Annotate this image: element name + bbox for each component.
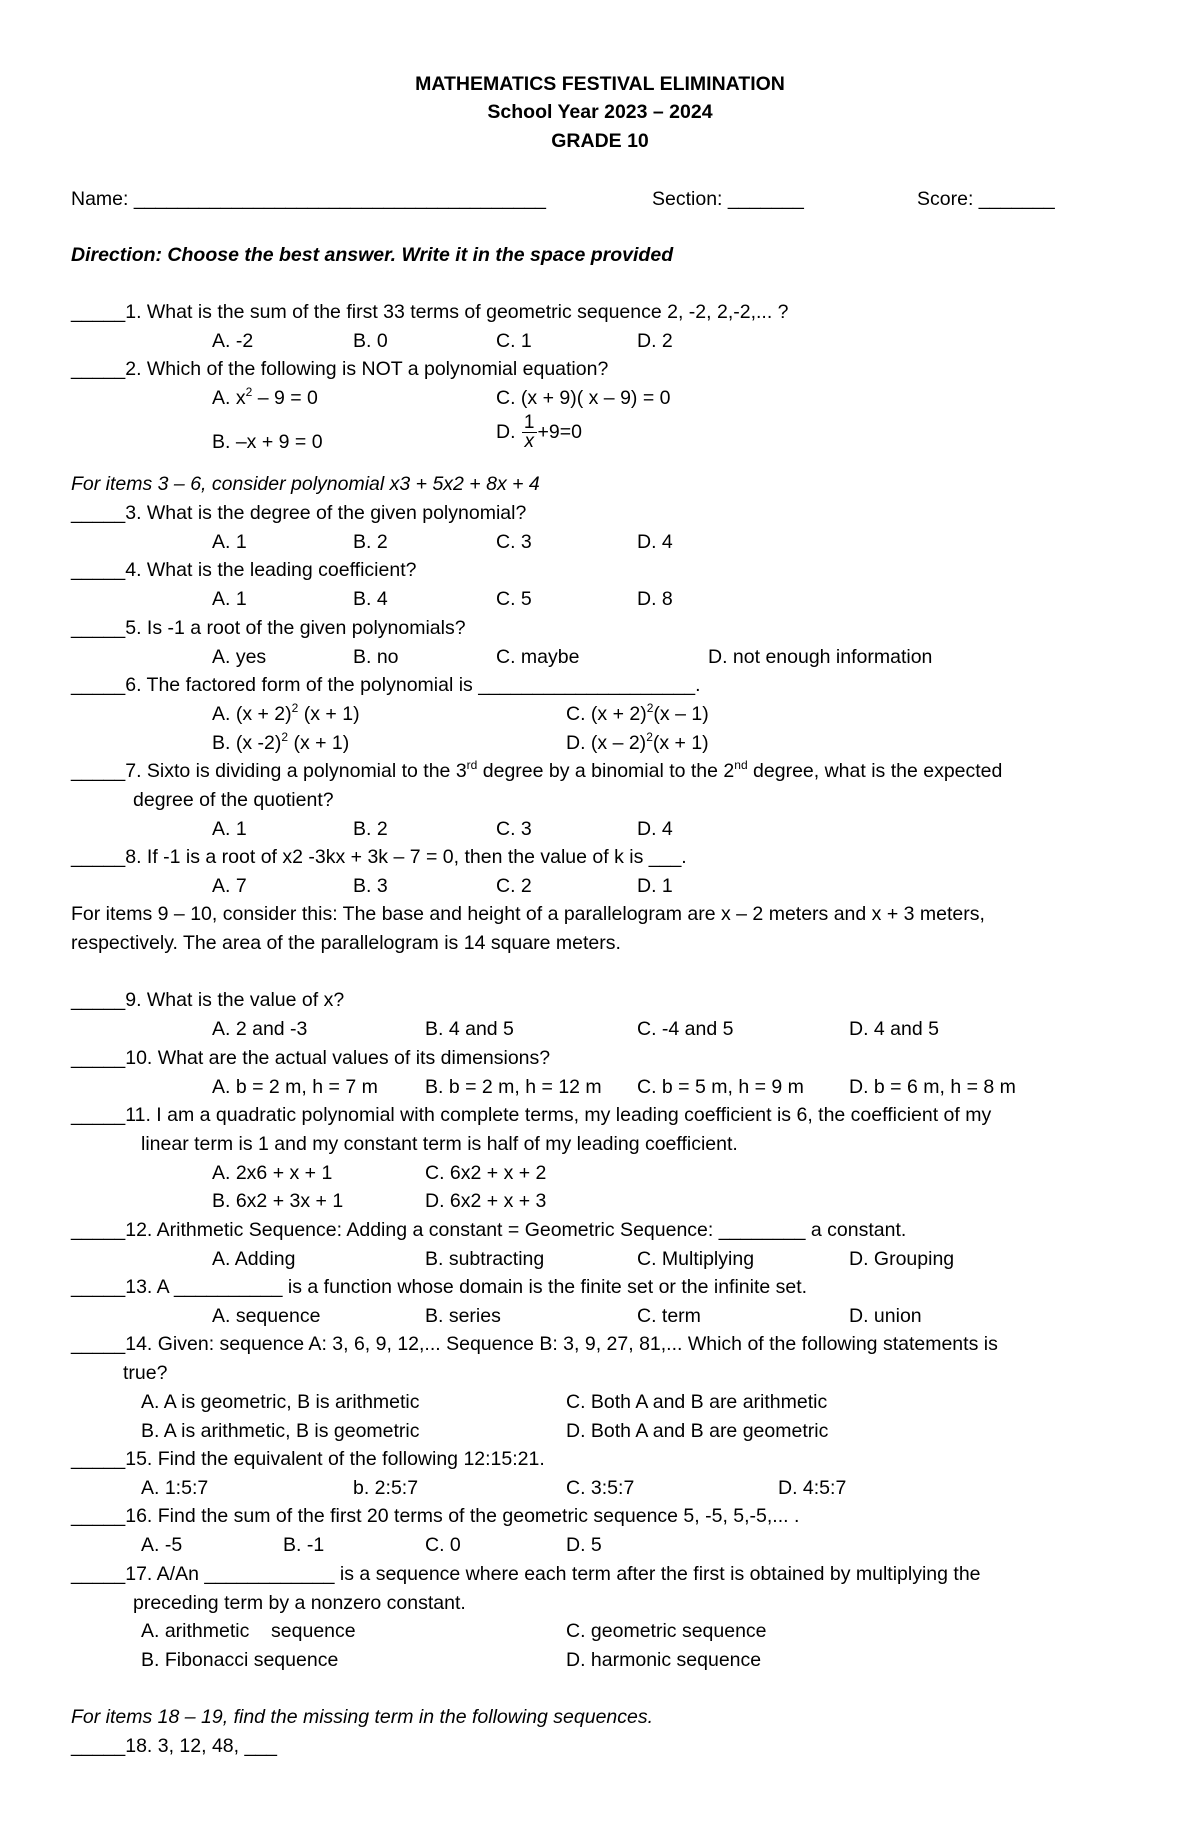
q7-option-a: A. 1 bbox=[212, 818, 247, 840]
q10-option-d: D. b = 6 m, h = 8 m bbox=[849, 1076, 1016, 1098]
q17-option-b: B. Fibonacci sequence bbox=[141, 1649, 339, 1671]
q11-option-c: C. 6x2 + x + 2 bbox=[425, 1162, 547, 1184]
q9-option-a: A. 2 and -3 bbox=[212, 1018, 308, 1040]
q12-option-a: A. Adding bbox=[212, 1248, 296, 1270]
note-items-3-6: For items 3 – 6, consider polynomial x3 + 5x2 + 8x + 4 bbox=[71, 473, 540, 495]
q15-option-d: D. 4:5:7 bbox=[778, 1477, 847, 1499]
q4-option-b: B. 4 bbox=[353, 588, 388, 610]
question-5: _____5. Is -1 a root of the given polynomials? bbox=[71, 617, 466, 639]
q13-option-c: C. term bbox=[637, 1305, 701, 1327]
question-15: _____15. Find the equivalent of the following 12:15:21. bbox=[71, 1448, 545, 1470]
q15-option-b: b. 2:5:7 bbox=[353, 1477, 419, 1499]
q17-option-d: D. harmonic sequence bbox=[566, 1649, 762, 1671]
question-12: _____12. Arithmetic Sequence: Adding a constant = Geometric Sequence: ________ a constant. bbox=[71, 1219, 907, 1241]
q8-option-b: B. 3 bbox=[353, 875, 388, 897]
q6-option-b: B. (x -2)$^2$ (x + 1) bbox=[212, 729, 350, 754]
q1-option-b: B. 0 bbox=[353, 330, 388, 352]
q17-option-c: C. geometric sequence bbox=[566, 1620, 767, 1642]
q14-option-c: C. Both A and B are arithmetic bbox=[566, 1391, 828, 1413]
q7-option-d: D. 4 bbox=[637, 818, 673, 840]
q6-option-a: A. $(x + 2)^2$ (x + 1) bbox=[212, 700, 360, 725]
q11-option-a: A. 2x6 + x + 1 bbox=[212, 1162, 333, 1184]
q12-option-c: C. Multiplying bbox=[637, 1248, 755, 1270]
grade-level: GRADE 10 bbox=[551, 130, 649, 152]
q2-option-a: A. $x^2 - 9 = 0$ bbox=[212, 384, 318, 409]
name-field: Name: ______________________________________ bbox=[71, 188, 546, 210]
q5-option-a: A. yes bbox=[212, 646, 267, 668]
q12-option-d: D. Grouping bbox=[849, 1248, 955, 1270]
question-7: _____7. Sixto is dividing a polynomial to the 3rd degree by a binomial to the 2nd degree, what is the expected bbox=[71, 757, 1003, 782]
q12-option-b: B. subtracting bbox=[425, 1248, 545, 1270]
q2-option-d: D. $\frac{1}{x}$ +9=0 bbox=[496, 412, 582, 452]
q7-option-b: B. 2 bbox=[353, 818, 388, 840]
q9-option-b: B. 4 and 5 bbox=[425, 1018, 514, 1040]
q16-option-b: B. -1 bbox=[283, 1534, 325, 1556]
q13-option-b: B. series bbox=[425, 1305, 501, 1327]
q5-option-c: C. maybe bbox=[496, 646, 580, 668]
q1-option-c: C. 1 bbox=[496, 330, 532, 352]
q5-option-d: D. not enough information bbox=[708, 646, 933, 668]
q15-option-a: A. 1:5:7 bbox=[141, 1477, 209, 1499]
question-4: _____4. What is the leading coefficient? bbox=[71, 559, 417, 581]
school-year: School Year 2023 – 2024 bbox=[487, 101, 713, 123]
q8-option-a: A. 7 bbox=[212, 875, 247, 897]
q6-option-d: D. (x – 2)$^2$(x + 1) bbox=[566, 729, 709, 754]
q15-option-c: C. 3:5:7 bbox=[566, 1477, 635, 1499]
question-10: _____10. What are the actual values of its dimensions? bbox=[71, 1047, 551, 1069]
q3-option-d: D. 4 bbox=[637, 531, 673, 553]
question-1: _____1. What is the sum of the first 33 terms of geometric sequence 2, -2, 2,-2,... ? bbox=[71, 301, 789, 323]
q14-option-d: D. Both A and B are geometric bbox=[566, 1420, 829, 1442]
question-14-continued: true? bbox=[123, 1362, 168, 1384]
section-field: Section: _______ bbox=[652, 188, 804, 210]
q10-option-c: C. b = 5 m, h = 9 m bbox=[637, 1076, 804, 1098]
q11-option-d: D. 6x2 + x + 3 bbox=[425, 1190, 547, 1212]
note-items-18-19: For items 18 – 19, find the missing term in the following sequences. bbox=[71, 1706, 654, 1728]
q2-option-b: B. –x + 9 = 0 bbox=[212, 431, 323, 453]
question-11-continued: linear term is 1 and my constant term is half of my leading coefficient. bbox=[141, 1133, 738, 1155]
q8-option-c: C. 2 bbox=[496, 875, 532, 897]
q3-option-b: B. 2 bbox=[353, 531, 388, 553]
q16-option-a: A. -5 bbox=[141, 1534, 183, 1556]
score-field: Score: _______ bbox=[917, 188, 1055, 210]
question-8: _____8. If -1 is a root of x2 -3kx + 3k – 7 = 0, then the value of k is ___. bbox=[71, 846, 687, 868]
q7-option-c: C. 3 bbox=[496, 818, 532, 840]
q3-option-c: C. 3 bbox=[496, 531, 532, 553]
question-16: _____16. Find the sum of the first 20 terms of the geometric sequence 5, -5, 5,-5,... . bbox=[71, 1505, 800, 1527]
q1-option-d: D. 2 bbox=[637, 330, 673, 352]
fraction-one-over-x: $\frac{1}{x}$ bbox=[523, 412, 535, 452]
question-7-continued: degree of the quotient? bbox=[133, 789, 334, 811]
question-9: _____9. What is the value of x? bbox=[71, 989, 345, 1011]
q16-option-c: C. 0 bbox=[425, 1534, 461, 1556]
q4-option-d: D. 8 bbox=[637, 588, 673, 610]
q6-option-c: C. $(x + 2)^2(x - 1)$ bbox=[566, 700, 709, 725]
q4-option-a: A. 1 bbox=[212, 588, 247, 610]
q10-option-b: B. b = 2 m, h = 12 m bbox=[425, 1076, 602, 1098]
note-items-9-10-line2: respectively. The area of the parallelogram is 14 square meters. bbox=[71, 932, 621, 954]
q16-option-d: D. 5 bbox=[566, 1534, 602, 1556]
q14-option-b: B. A is arithmetic, B is geometric bbox=[141, 1420, 420, 1442]
q1-option-a: A. -2 bbox=[212, 330, 254, 352]
q13-option-d: D. union bbox=[849, 1305, 922, 1327]
question-17: _____17. A/An ____________ is a sequence where each term after the first is obtained by multiplying the bbox=[71, 1563, 981, 1585]
q13-option-a: A. sequence bbox=[212, 1305, 321, 1327]
q2-option-c: C. (x + 9)( x – 9) = 0 bbox=[496, 387, 671, 409]
q8-option-d: D. 1 bbox=[637, 875, 673, 897]
question-11: _____11. I am a quadratic polynomial with complete terms, my leading coefficient is 6, the coefficient of my bbox=[71, 1104, 992, 1126]
q9-option-d: D. 4 and 5 bbox=[849, 1018, 939, 1040]
note-items-9-10-line1: For items 9 – 10, consider this: The base and height of a parallelogram are x – 2 meters and x + 3 meters, bbox=[71, 903, 985, 925]
direction-text: Direction: Choose the best answer. Write it in the space provided bbox=[71, 244, 674, 266]
q3-option-a: A. 1 bbox=[212, 531, 247, 553]
q11-option-b: B. 6x2 + 3x + 1 bbox=[212, 1190, 344, 1212]
q10-option-a: A. b = 2 m, h = 7 m bbox=[212, 1076, 378, 1098]
question-6: _____6. The factored form of the polynomial is ____________________. bbox=[71, 674, 701, 696]
q5-option-b: B. no bbox=[353, 646, 399, 668]
q14-option-a: A. A is geometric, B is arithmetic bbox=[141, 1391, 420, 1413]
q4-option-c: C. 5 bbox=[496, 588, 532, 610]
q17-option-a: A. arithmetic sequence bbox=[141, 1620, 356, 1642]
question-14: _____14. Given: sequence A: 3, 6, 9, 12,... Sequence B: 3, 9, 27, 81,... Which of the following statements is bbox=[71, 1333, 998, 1355]
question-13: _____13. A __________ is a function whose domain is the finite set or the infinite set. bbox=[71, 1276, 808, 1298]
exam-title: MATHEMATICS FESTIVAL ELIMINATION bbox=[415, 73, 785, 95]
question-3: _____3. What is the degree of the given polynomial? bbox=[71, 502, 527, 524]
q9-option-c: C. -4 and 5 bbox=[637, 1018, 734, 1040]
question-2: _____2. Which of the following is NOT a polynomial equation? bbox=[71, 358, 609, 380]
question-18: _____18. 3, 12, 48, ___ bbox=[71, 1735, 278, 1757]
question-17-continued: preceding term by a nonzero constant. bbox=[133, 1592, 466, 1614]
